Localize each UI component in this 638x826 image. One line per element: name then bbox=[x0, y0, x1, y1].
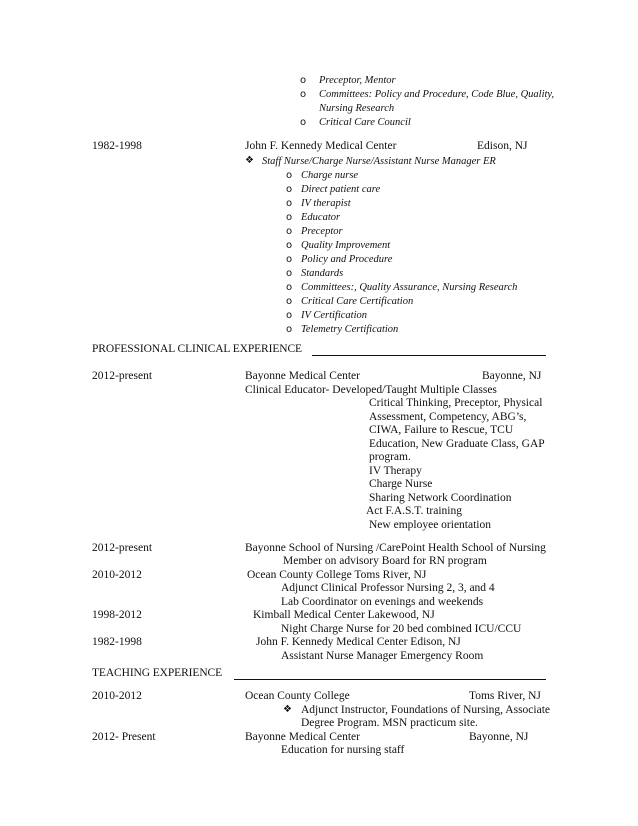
entry-role: Clinical Educator- Developed/Taught Multiple Classes bbox=[245, 384, 497, 396]
circle-bullet-icon: o bbox=[286, 254, 293, 265]
section-heading: PROFESSIONAL CLINICAL EXPERIENCE bbox=[92, 343, 302, 355]
entry-years: 2012-present bbox=[92, 542, 153, 554]
entry-years: 2010-2012 bbox=[92, 690, 142, 702]
entry-detail: Adjunct Instructor, Foundations of Nursing, Associate bbox=[301, 704, 550, 716]
list-item: IV Therapy bbox=[369, 465, 422, 477]
list-item: Charge Nurse bbox=[369, 478, 433, 490]
entry-detail: Education for nursing staff bbox=[281, 744, 405, 756]
list-item: Preceptor, Mentor bbox=[319, 75, 396, 86]
list-item: Quality Improvement bbox=[301, 240, 391, 251]
entry-years: 1982-1998 bbox=[92, 140, 142, 152]
list-item: Critical Care Council bbox=[319, 117, 411, 128]
heading-underline bbox=[312, 355, 546, 356]
list-item: Standards bbox=[301, 268, 344, 279]
list-item: IV therapist bbox=[301, 198, 351, 209]
entry-employer: Kimball Medical Center Lakewood, NJ bbox=[253, 609, 435, 621]
section-heading: TEACHING EXPERIENCE bbox=[92, 667, 223, 679]
circle-bullet-icon: o bbox=[286, 170, 293, 181]
list-item: Direct patient care bbox=[301, 184, 381, 195]
entry-employer: Bayonne Medical Center bbox=[245, 370, 360, 382]
circle-bullet-icon: o bbox=[300, 75, 307, 86]
list-item: Critical Thinking, Preceptor, Physical bbox=[369, 397, 543, 409]
entry-years: 2010-2012 bbox=[92, 569, 142, 581]
list-item: Educator bbox=[301, 212, 341, 223]
list-item: program. bbox=[369, 451, 411, 463]
circle-bullet-icon: o bbox=[286, 282, 293, 293]
entry-years: 2012-present bbox=[92, 370, 153, 382]
circle-bullet-icon: o bbox=[300, 117, 307, 128]
entry-employer: Ocean County College bbox=[245, 690, 350, 702]
circle-bullet-icon: o bbox=[286, 268, 293, 279]
list-item: Committees:, Quality Assurance, Nursing Research bbox=[301, 282, 518, 293]
list-item: Committees: Policy and Procedure, Code Blue, Quality, bbox=[319, 89, 555, 100]
entry-employer: Ocean County College Toms River, NJ bbox=[247, 569, 427, 581]
list-item: Nursing Research bbox=[319, 103, 395, 114]
entry-years: 1982-1998 bbox=[92, 636, 142, 648]
list-item: Telemetry Certification bbox=[301, 324, 399, 335]
diamond-bullet-icon: ❖ bbox=[283, 704, 292, 715]
entry-employer: John F. Kennedy Medical Center bbox=[245, 140, 397, 152]
entry-employer: Bayonne School of Nursing /CarePoint Health School of Nursing bbox=[245, 542, 546, 554]
circle-bullet-icon: o bbox=[286, 184, 293, 195]
entry-detail: Assistant Nurse Manager Emergency Room bbox=[281, 650, 484, 662]
circle-bullet-icon: o bbox=[286, 310, 293, 321]
circle-bullet-icon: o bbox=[286, 240, 293, 251]
entry-employer: Bayonne Medical Center bbox=[245, 731, 360, 743]
circle-bullet-icon: o bbox=[286, 296, 293, 307]
diamond-bullet-icon: ❖ bbox=[245, 155, 254, 166]
entry-detail: Degree Program. MSN practicum site. bbox=[301, 717, 478, 729]
entry-detail: Night Charge Nurse for 20 bed combined ICU/CCU bbox=[281, 623, 522, 635]
entry-location: Bayonne, NJ bbox=[469, 731, 529, 743]
entry-location: Edison, NJ bbox=[477, 140, 528, 152]
list-item: Charge nurse bbox=[301, 170, 359, 181]
list-item: CIWA, Failure to Rescue, TCU bbox=[369, 424, 514, 436]
circle-bullet-icon: o bbox=[300, 89, 307, 100]
entry-years: 1998-2012 bbox=[92, 609, 142, 621]
list-item: Education, New Graduate Class, GAP bbox=[369, 438, 545, 450]
list-item: Policy and Procedure bbox=[301, 254, 393, 265]
entry-detail: Member on advisory Board for RN program bbox=[283, 555, 487, 567]
list-item: Assessment, Competency, ABG’s, bbox=[369, 411, 527, 423]
list-item: IV Certification bbox=[301, 310, 368, 321]
list-item: Sharing Network Coordination bbox=[369, 492, 512, 504]
circle-bullet-icon: o bbox=[286, 226, 293, 237]
entry-location: Toms River, NJ bbox=[469, 690, 541, 702]
list-item: Act F.A.S.T. training bbox=[366, 505, 462, 517]
list-item: Preceptor bbox=[301, 226, 343, 237]
circle-bullet-icon: o bbox=[286, 198, 293, 209]
entry-location: Bayonne, NJ bbox=[482, 370, 542, 382]
circle-bullet-icon: o bbox=[286, 212, 293, 223]
entry-role: Staff Nurse/Charge Nurse/Assistant Nurse Manager ER bbox=[262, 156, 496, 167]
entry-detail: Lab Coordinator on evenings and weekends bbox=[281, 596, 484, 608]
entry-detail: Adjunct Clinical Professor Nursing 2, 3, and 4 bbox=[281, 582, 495, 594]
circle-bullet-icon: o bbox=[286, 324, 293, 335]
heading-underline bbox=[234, 679, 546, 680]
entry-employer: John F. Kennedy Medical Center Edison, NJ bbox=[256, 636, 461, 648]
list-item: New employee orientation bbox=[369, 519, 491, 531]
entry-years: 2012- Present bbox=[92, 731, 156, 743]
list-item: Critical Care Certification bbox=[301, 296, 414, 307]
